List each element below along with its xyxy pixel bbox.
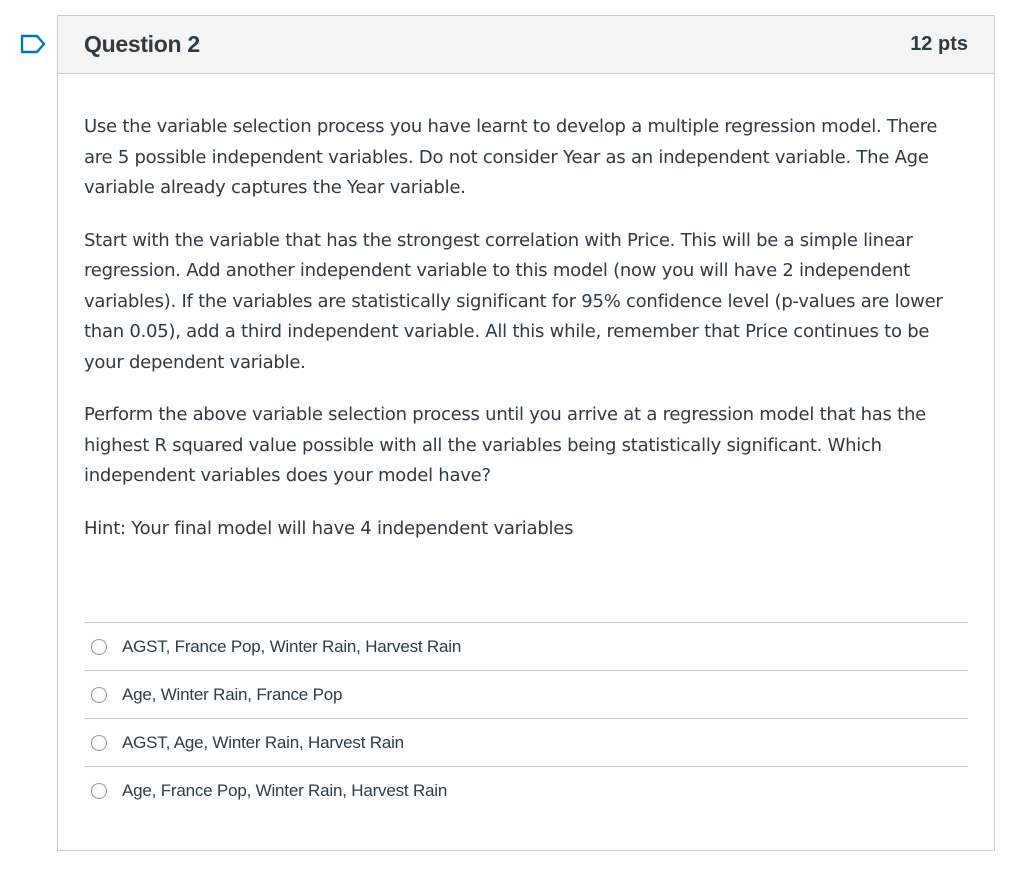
question-title: Question 2 (84, 31, 200, 57)
answer-list (84, 622, 968, 815)
question-points: 12 pts (910, 33, 968, 55)
answer-option-2[interactable] (84, 671, 968, 719)
radio-button[interactable] (91, 639, 107, 655)
answer-option-1[interactable] (84, 623, 968, 671)
radio-button[interactable] (91, 783, 107, 799)
answer-label[interactable]: Age, France Pop, Winter Rain, Harvest Rain (122, 781, 448, 800)
question-paragraph: Start with the variable that has the strongest correlation with Price. This will be a simple linear regression. Add another independent variable to this model (now you will have 2 independent variables). If the variables are statistically significant for 95% confidence level (p-values are lower than 0.05), add a third independent variable. All this while, remember that Price continues to be your dependent variable. (84, 229, 943, 373)
question-text (84, 112, 968, 544)
radio-button[interactable] (91, 687, 107, 703)
answer-option-3[interactable] (84, 719, 968, 767)
question-hint: Hint: Your final model will have 4 independent variables (84, 517, 574, 539)
question-body (58, 74, 994, 815)
radio-button[interactable] (91, 735, 107, 751)
question-paragraph: Perform the above variable selection process until you arrive at a regression model that has the highest R squared value possible with all the variables being statistically significant. Which independent variables does your model have? (84, 404, 926, 486)
answer-label[interactable]: AGST, Age, Winter Rain, Harvest Rain (122, 732, 404, 752)
bookmark-flag-icon[interactable] (20, 34, 46, 54)
question-header (58, 16, 994, 74)
answer-label[interactable]: Age, Winter Rain, France Pop (122, 684, 343, 704)
question-paragraph: Use the variable selection process you have learnt to develop a multiple regression model. There are 5 possible independent variables. Do not consider Year as an independent variable. The Age variable already captures the Year variable. (84, 116, 938, 198)
answer-label[interactable]: AGST, France Pop, Winter Rain, Harvest Rain (122, 636, 462, 656)
question-card (57, 15, 995, 851)
answer-option-4[interactable] (84, 767, 968, 815)
